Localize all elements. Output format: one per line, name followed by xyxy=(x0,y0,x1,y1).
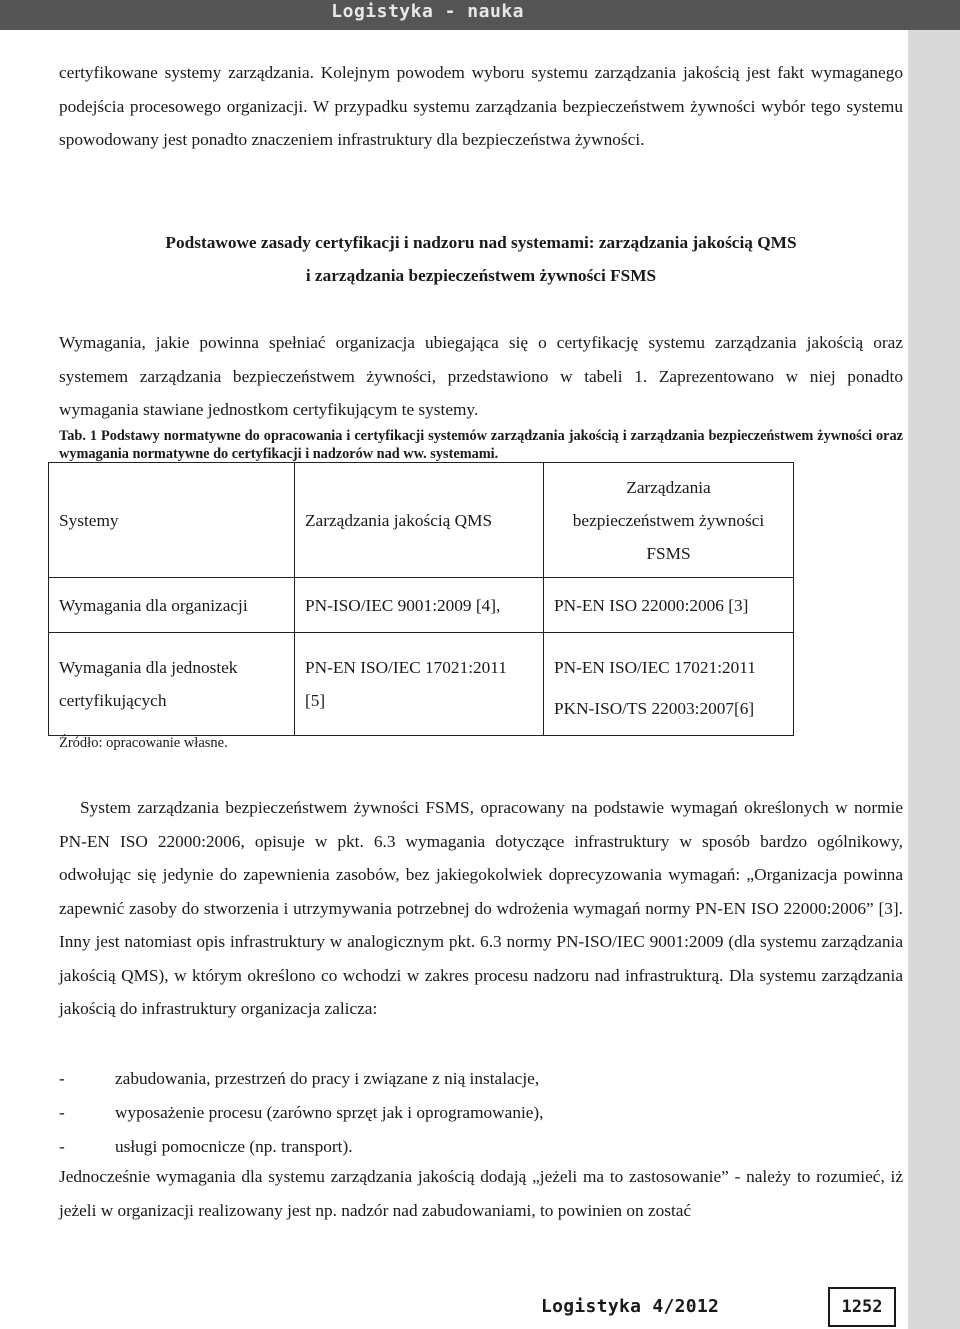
header-fsms-line3: FSMS xyxy=(646,543,691,563)
page-number: 1252 xyxy=(828,1287,896,1327)
list-dash: - xyxy=(59,1103,65,1122)
table-caption: Tab. 1 Podstawy normatywne do opracowania i certyfikacji systemów zarządzania jakością i zarządzania bezpieczeństwem żywności oraz wymagania normatywne do certyfikacji i nadzorów nad ww. systemami. xyxy=(59,428,903,462)
row-cert-qms xyxy=(295,633,544,736)
row-org-label: Wymagania dla organizacji xyxy=(49,578,295,633)
requirements-table xyxy=(48,462,794,736)
row-org-qms: PN-ISO/IEC 9001:2009 [4], xyxy=(295,578,544,633)
list-item xyxy=(59,1096,544,1130)
list-item xyxy=(59,1130,544,1164)
header-bar xyxy=(0,0,960,30)
section-paragraph: Wymagania, jakie powinna spełniać organizacja ubiegająca się o certyfikację systemu zarządzania jakością oraz systemem zarządzania bezpieczeństwem żywności, przedstawiono w tabeli 1. Zaprezentowano w niej ponadto wymagania stawiane jednostkom certyfikującym te systemy. xyxy=(59,333,903,419)
intro-paragraph: certyfikowane systemy zarządzania. Kolejnym powodem wyboru systemu zarządzania jakością jest fakt wymaganego podejścia procesowego organizacji. W przypadku systemu zarządzania bezpieczeństwem żywności wybór tego systemu spowodowany jest ponadto znaczeniem infrastruktury dla bezpieczeństwa żywności. xyxy=(59,63,903,149)
table-row xyxy=(49,578,794,633)
header-fsms-line2: bezpieczeństwem żywności xyxy=(572,510,765,530)
row-cert-fsms xyxy=(544,633,794,736)
row-org-fsms: PN-EN ISO 22000:2006 [3] xyxy=(544,578,794,633)
header-qms: Zarządzania jakością QMS xyxy=(295,463,544,578)
infrastructure-list xyxy=(59,1062,544,1164)
body-paragraph: System zarządzania bezpieczeństwem żywności FSMS, opracowany na podstawie wymagań określonych w normie PN-EN ISO 22000:2006, opisuje w pkt. 6.3 wymagania dotyczące infrastruktury w sposób bardzo ogólnikowy, odwołując się jedynie do zapewnienia zasobów, bez jakiegokolwiek doprecyzowania wymagań: „Organizacja powinna zapewnić zasoby do stworzenia i utrzymywania potrzebnej do wdrożenia wymagań normy PN-EN ISO 22000:2006” [3]. Inny jest natomiast opis infrastruktury w analogicznym pkt. 6.3 normy PN-ISO/IEC 9001:2009 (dla systemu zarządzania jakością QMS), w którym określono co wchodzi w zakres procesu nadzoru nad infrastrukturą. Dla systemu zarządzania jakością do infrastruktury organizacja zalicza: xyxy=(59,798,903,1018)
section-heading-line2: i zarządzania bezpieczeństwem żywności FSMS xyxy=(305,266,657,285)
list-item-text: wyposażenie procesu (zarówno sprzęt jak i oprogramowanie), xyxy=(115,1103,544,1122)
list-dash: - xyxy=(59,1069,65,1088)
section-heading-line1: Podstawowe zasady certyfikacji i nadzoru nad systemami: zarządzania jakością QMS xyxy=(165,233,797,252)
list-item-text: usługi pomocnicze (np. transport). xyxy=(115,1137,353,1156)
table-header-row xyxy=(49,463,794,578)
row-cert-fsms-line1: PN-EN ISO/IEC 17021:2011 xyxy=(554,657,756,677)
table-row xyxy=(49,633,794,736)
list-item-text: zabudowania, przestrzeń do pracy i związane z nią instalacje, xyxy=(115,1069,540,1088)
footer-journal: Logistyka 4/2012 xyxy=(541,1296,720,1317)
row-cert-fsms-line2: PKN-ISO/TS 22003:2007[6] xyxy=(554,698,755,718)
header-fsms xyxy=(544,463,794,578)
header-fsms-line1: Zarządzania xyxy=(626,477,711,497)
row-cert-qms-line2: [5] xyxy=(305,691,326,710)
list-item xyxy=(59,1062,544,1096)
table-source: Źródło: opracowanie własne. xyxy=(59,735,228,751)
row-cert-label xyxy=(49,633,295,736)
closing-paragraph: Jednocześnie wymagania dla systemu zarządzania jakością dodają „jeżeli ma to zastosowanie” - należy to rozumieć, iż jeżeli w organizacji realizowany jest np. nadzór nad zabudowaniami, to powinien on zostać xyxy=(59,1167,903,1220)
row-cert-label-line2: certyfikujących xyxy=(59,691,167,710)
header-systems: Systemy xyxy=(49,463,295,578)
row-cert-qms-line1: PN-EN ISO/IEC 17021:2011 xyxy=(305,658,507,677)
row-cert-label-line1: Wymagania dla jednostek xyxy=(59,658,238,677)
list-dash: - xyxy=(59,1137,65,1156)
header-title: Logistyka - nauka xyxy=(331,1,524,22)
